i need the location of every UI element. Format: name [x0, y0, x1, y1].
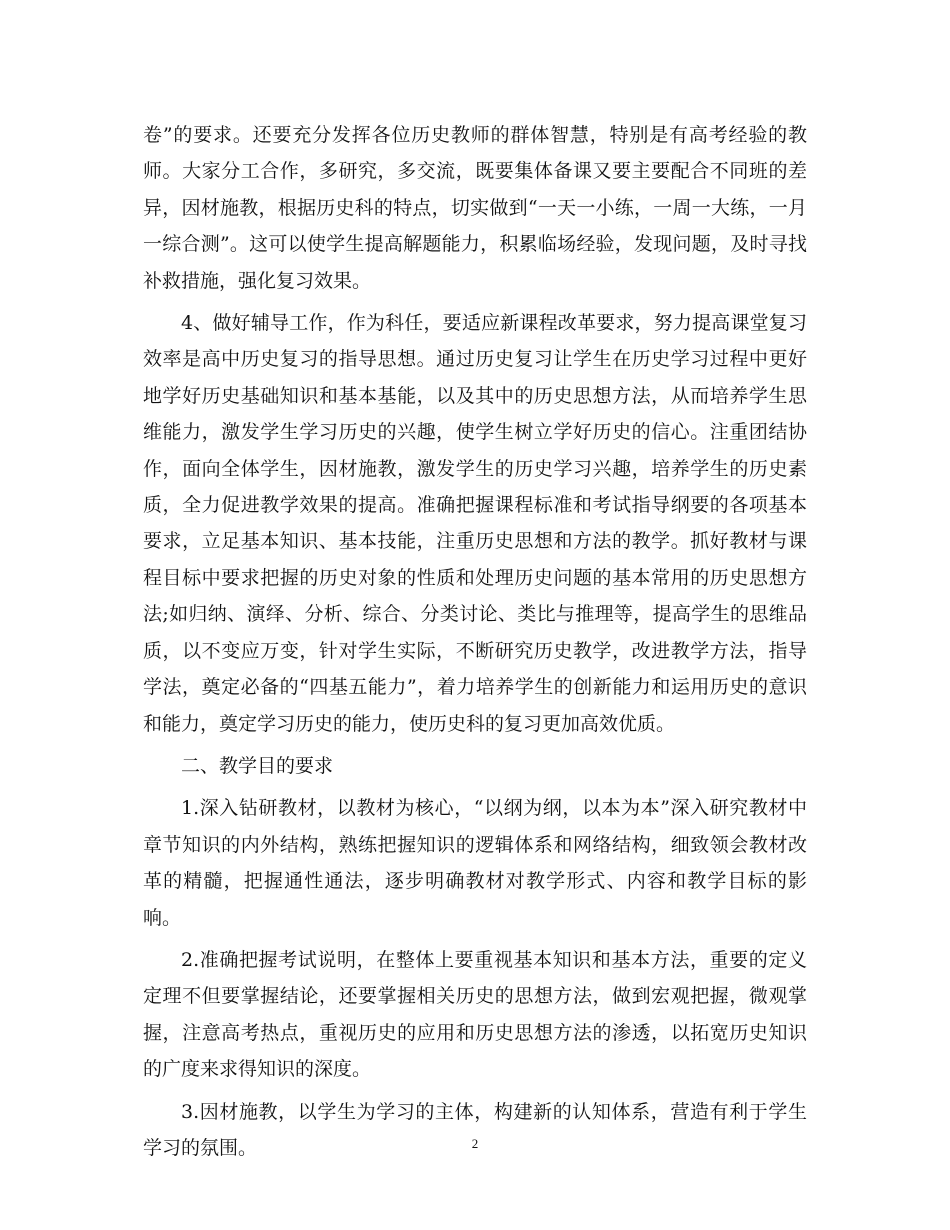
paragraph-goal-3: 3.因材施教，以学生为学习的主体，构建新的认知体系，营造有利于学生学习的氛围。: [143, 1100, 807, 1159]
paragraph-continuation: 卷”的要求。还要充分发挥各位历史教师的群体智慧，特别是有高考经验的教师。大家分工合作，多研究，多交流，既要集体备课又要主要配合不同班的差异，因材施教，根据历史科的特点，切实做到“一天一小练，一周一大练，一月一综合测”。这可以使学生提高解题能力，积累临场经验，发现问题，及时寻找补救措施，强化复习效果。: [143, 124, 807, 292]
section-heading-teaching-goals: 二、教学目的要求: [181, 754, 334, 777]
paragraph-goal-2: 2.准确把握考试说明，在整体上要重视基本知识和基本方法，重要的定义定理不但要掌握结论，还要掌握相关历史的思想方法，做到宏观把握，微观掌握，注意高考热点，重视历史的应用和历史思想方法的渗透，以拓宽历史知识的广度来求得知识的深度。: [143, 948, 807, 1081]
page-number: 2: [471, 1136, 479, 1151]
document-body: [143, 117, 807, 1166]
paragraph-item-4: 4、做好辅导工作，作为科任，要适应新课程改革要求，努力提高课堂复习效率是高中历史复习的指导思想。通过历史复习让学生在历史学习过程中更好地学好历史基础知识和基本基能，以及其中的历史思想方法，从而培养学生思维能力，激发学生学习历史的兴趣，使学生树立学好历史的信心。注重团结协作，面向全体学生，因材施教，激发学生的历史学习兴趣，培养学生的历史素质，全力促进教学效果的提高。准确把握课程标准和考试指导纲要的各项基本要求，立足基本知识、基本技能，注重历史思想和方法的教学。抓好教材与课程目标中要求把握的历史对象的性质和处理历史问题的基本常用的历史思想方法;如归纳、演绎、分析、综合、分类讨论、类比与推理等，提高学生的思维品质，以不变应万变，针对学生实际，不断研究历史教学，改进教学方法，指导学法，奠定必备的“四基五能力”，着力培养学生的创新能力和运用历史的意识和能力，奠定学习历史的能力，使历史科的复习更加高效优质。: [143, 312, 807, 735]
paragraph-goal-1: 1.深入钻研教材，以教材为核心，“以纲为纲，以本为本”深入研究教材中章节知识的内外结构，熟练把握知识的逻辑体系和网络结构，细致领会教材改革的精髓，把握通性通法，逐步明确教材对教学形式、内容和教学目标的影响。: [143, 797, 807, 929]
